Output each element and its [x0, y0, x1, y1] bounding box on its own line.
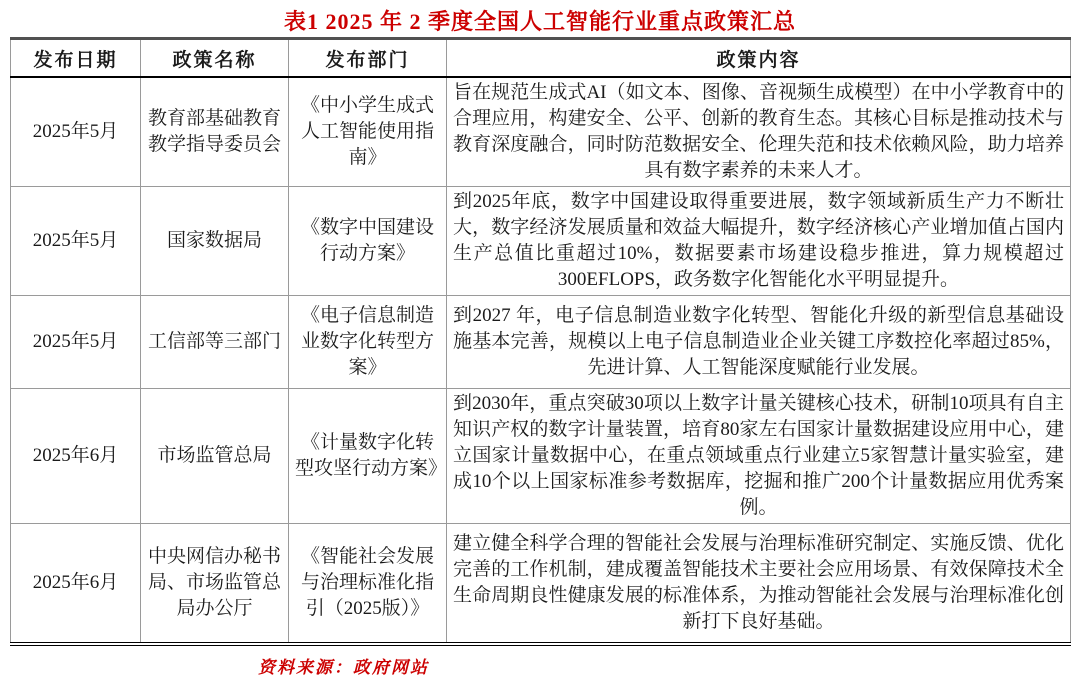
source-note: 资料来源：政府网站	[258, 657, 429, 677]
cell-policy-content: 到2030年，重点突破30项以上数字计量关键核心技术，研制10项具有自主知识产权的数字计量装置，培育80家左右国家计量数据建设应用中心，建立国家计量数据中心，在重点领域重点行业建立5家智慧计量实验室，建成10个以上国家标准参考数据库，挖掘和推广200个计量数据应用优秀案例。	[447, 389, 1071, 524]
table-row	[11, 389, 1071, 524]
table-row	[11, 524, 1071, 644]
cell-policy-content: 到2027 年，电子信息制造业数字化转型、智能化升级的新型信息基础设施基本完善，规模以上电子信息制造业企业关键工序数控化率超过85%，先进计算、人工智能深度赋能行业发展。	[447, 296, 1071, 389]
cell-issuing-dept: 《数字中国建设行动方案》	[289, 187, 447, 296]
col-header-policy-name: 政策名称	[141, 39, 289, 78]
cell-publish-date: 2025年5月	[11, 187, 141, 296]
cell-issuing-dept: 《电子信息制造业数字化转型方案》	[289, 296, 447, 389]
cell-policy-name: 中央网信办秘书局、市场监管总局办公厅	[141, 524, 289, 644]
header-row	[11, 39, 1071, 78]
cell-publish-date: 2025年6月	[11, 389, 141, 524]
cell-policy-name: 工信部等三部门	[141, 296, 289, 389]
cell-issuing-dept: 《中小学生成式人工智能使用指南》	[289, 77, 447, 187]
cell-issuing-dept: 《智能社会发展与治理标准化指引（2025版）》	[289, 524, 447, 644]
cell-policy-content: 建立健全科学合理的智能社会发展与治理标准研究制定、实施反馈、优化完善的工作机制，建成覆盖智能技术主要社会应用场景、有效保障技术全生命周期良性健康发展的标准体系，为推动智能社会发展与治理标准化创新打下良好基础。	[447, 524, 1071, 644]
cell-issuing-dept: 《计量数字化转型攻坚行动方案》	[289, 389, 447, 524]
table-row	[11, 187, 1071, 296]
table-row	[11, 296, 1071, 389]
cell-policy-content: 到2025年底，数字中国建设取得重要进展，数字领域新质生产力不断壮大，数字经济发展质量和效益大幅提升，数字经济核心产业增加值占国内生产总值比重超过10%，数据要素市场建设稳步推进，算力规模超过300EFLOPS，政务数字化智能化水平明显提升。	[447, 187, 1071, 296]
cell-policy-content: 旨在规范生成式AI（如文本、图像、音视频生成模型）在中小学教育中的合理应用，构建安全、公平、创新的教育生态。其核心目标是推动技术与教育深度融合，同时防范数据安全、伦理失范和技术依赖风险，助力培养具有数字素养的未来人才。	[447, 77, 1071, 187]
cell-policy-name: 市场监管总局	[141, 389, 289, 524]
policy-summary-table	[10, 37, 1071, 646]
col-header-issuing-dept: 发布部门	[289, 39, 447, 78]
table-title: 表1 2025 年 2 季度全国人工智能行业重点政策汇总	[283, 9, 796, 34]
col-header-policy-content: 政策内容	[447, 39, 1071, 78]
cell-publish-date: 2025年5月	[11, 77, 141, 187]
cell-policy-name: 国家数据局	[141, 187, 289, 296]
table-row	[11, 77, 1071, 187]
cell-publish-date: 2025年5月	[11, 296, 141, 389]
cell-publish-date: 2025年6月	[11, 524, 141, 644]
cell-policy-name: 教育部基础教育教学指导委员会	[141, 77, 289, 187]
col-header-publish-date: 发布日期	[11, 39, 141, 78]
